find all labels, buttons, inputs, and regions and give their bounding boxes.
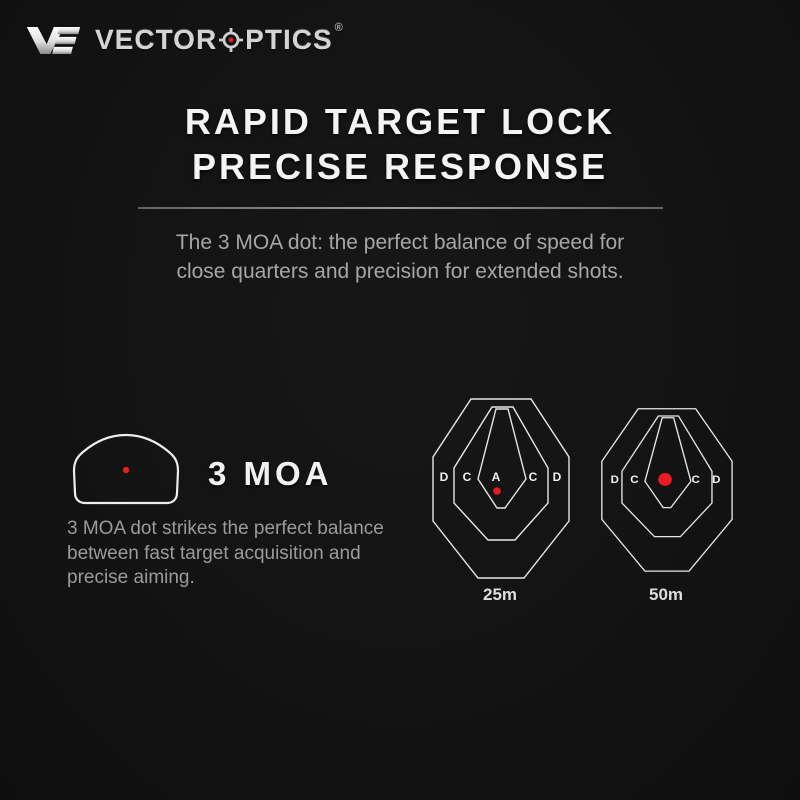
wordmark bbox=[95, 24, 344, 56]
target-a-zone-outline bbox=[478, 409, 526, 508]
zone-letter: A bbox=[491, 470, 501, 484]
headline-line-1: RAPID TARGET LOCK bbox=[184, 101, 616, 142]
feature-description-line-3: precise aiming. bbox=[67, 567, 195, 588]
reticle-red-dot bbox=[123, 467, 129, 473]
registered-mark: ® bbox=[334, 22, 344, 34]
headline bbox=[0, 99, 800, 189]
subtitle-line-1: The 3 MOA dot: the perfect balance of speed for bbox=[175, 231, 625, 254]
subtitle-line-2: close quarters and precision for extended shots. bbox=[176, 260, 624, 283]
zone-letter: D bbox=[712, 474, 721, 487]
zone-letter: C bbox=[630, 474, 639, 487]
crosshair-o-icon bbox=[218, 27, 244, 53]
headline-line-2: PRECISE RESPONSE bbox=[191, 146, 609, 187]
impact-red-dot-small bbox=[493, 487, 501, 495]
zone-letter: C bbox=[462, 470, 472, 484]
feature-description bbox=[67, 517, 427, 591]
ve-monogram-icon bbox=[25, 25, 81, 56]
brand-logo bbox=[25, 20, 344, 60]
wordmark-vector: VECTOR bbox=[95, 24, 218, 55]
feature-description-line-1: 3 MOA dot strikes the perfect balance bbox=[67, 518, 384, 539]
divider-line bbox=[138, 207, 663, 209]
target-a-zone-outline bbox=[645, 418, 691, 508]
distance-label-50m: 50m bbox=[648, 585, 684, 604]
zone-letter: D bbox=[552, 470, 562, 484]
zone-letter: D bbox=[439, 470, 449, 484]
wordmark-ptics: PTICS bbox=[245, 24, 333, 55]
distance-label-25m: 25m bbox=[482, 585, 518, 604]
moa-label: 3 MOA bbox=[208, 455, 333, 492]
target-50m bbox=[598, 406, 734, 572]
target-25m bbox=[429, 396, 571, 579]
impact-red-dot-large bbox=[658, 473, 672, 486]
sight-window-icon bbox=[70, 430, 182, 506]
zone-letter: D bbox=[610, 474, 619, 487]
feature-description-line-2: between fast target acquisition and bbox=[67, 542, 361, 564]
subtitle bbox=[0, 228, 800, 286]
zone-letter: C bbox=[691, 474, 700, 487]
zone-letter: C bbox=[528, 470, 538, 484]
